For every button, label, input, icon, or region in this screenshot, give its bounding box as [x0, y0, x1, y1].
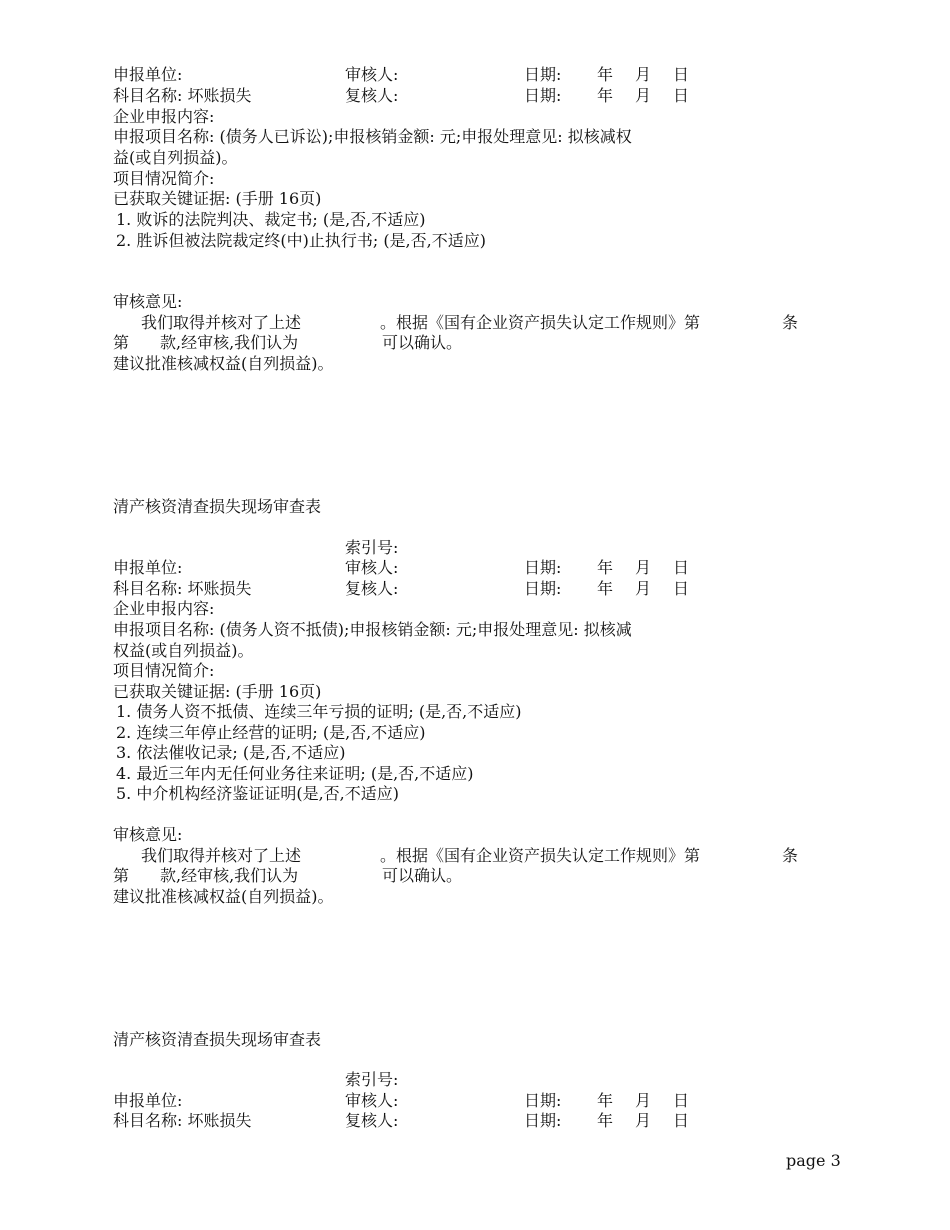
opinion-text: 条 [782, 846, 799, 865]
date-label: 日期: [524, 1091, 562, 1110]
rechecker-label: 复核人: [345, 579, 399, 598]
evidence-item: 2. 胜诉但被法院裁定终(中)止执行书; (是,否,不适应) [116, 231, 486, 250]
month-label: 月 [635, 86, 652, 105]
date-label: 日期: [524, 579, 562, 598]
evidence-label: 已获取关键证据: (手册 16页) [113, 189, 322, 208]
month-label: 月 [635, 558, 652, 577]
subject-name: 科目名称: 坏账损失 [113, 86, 252, 105]
opinion-text: 建议批准核减权益(自列损益)。 [113, 887, 334, 906]
enterprise-content-label: 企业申报内容: [113, 599, 215, 618]
index-label: 索引号: [345, 538, 399, 557]
opinion-text: 。根据《国有企业资产损失认定工作规则》第 [380, 846, 701, 865]
day-label: 日 [673, 1091, 690, 1110]
month-label: 月 [635, 1091, 652, 1110]
opinion-text: 建议批准核减权益(自列损益)。 [113, 354, 334, 373]
reviewer-label: 审核人: [345, 65, 399, 84]
year-label: 年 [597, 86, 614, 105]
opinion-text: 。根据《国有企业资产损失认定工作规则》第 [380, 313, 701, 332]
opinion-text: 条 [782, 313, 799, 332]
opinion-text: 可以确认。 [382, 866, 463, 885]
index-label: 索引号: [345, 1070, 399, 1089]
evidence-item: 1. 败诉的法院判决、裁定书; (是,否,不适应) [116, 210, 426, 229]
project-name-line: 申报项目名称: (债务人资不抵债);申报核销金额: 元;申报处理意见: 拟核减 [113, 620, 632, 639]
evidence-item: 1. 债务人资不抵债、连续三年亏损的证明; (是,否,不适应) [116, 702, 522, 721]
opinion-text: 款,经审核,我们认为 [160, 866, 299, 885]
month-label: 月 [635, 1111, 652, 1130]
month-label: 月 [635, 65, 652, 84]
year-label: 年 [597, 1111, 614, 1130]
day-label: 日 [673, 86, 690, 105]
opinion-text: 第 [113, 866, 130, 885]
year-label: 年 [597, 1091, 614, 1110]
rechecker-label: 复核人: [345, 86, 399, 105]
day-label: 日 [673, 558, 690, 577]
year-label: 年 [597, 558, 614, 577]
form-title: 清产核资清查损失现场审查表 [113, 1030, 322, 1049]
form-title: 清产核资清查损失现场审查表 [113, 497, 322, 516]
evidence-item: 2. 连续三年停止经营的证明; (是,否,不适应) [116, 723, 426, 742]
opinion-text: 我们取得并核对了上述 [141, 313, 302, 332]
date-label: 日期: [524, 1111, 562, 1130]
opinion-text: 我们取得并核对了上述 [141, 846, 302, 865]
reviewer-label: 审核人: [345, 558, 399, 577]
year-label: 年 [597, 579, 614, 598]
applicant-label: 申报单位: [113, 65, 183, 84]
rechecker-label: 复核人: [345, 1111, 399, 1130]
applicant-label: 申报单位: [113, 558, 183, 577]
project-name-line-cont: 权益(或自列损益)。 [113, 641, 254, 660]
page-number: page 3 [786, 1151, 841, 1170]
opinion-text: 款,经审核,我们认为 [160, 333, 299, 352]
project-name-line-cont: 益(或自列损益)。 [113, 148, 238, 167]
date-label: 日期: [524, 86, 562, 105]
month-label: 月 [635, 579, 652, 598]
day-label: 日 [673, 579, 690, 598]
evidence-item: 3. 依法催收记录; (是,否,不适应) [116, 743, 346, 762]
project-intro-label: 项目情况简介: [113, 169, 215, 188]
enterprise-content-label: 企业申报内容: [113, 107, 215, 126]
date-label: 日期: [524, 65, 562, 84]
evidence-label: 已获取关键证据: (手册 16页) [113, 682, 322, 701]
opinion-text: 可以确认。 [382, 333, 463, 352]
opinion-text: 第 [113, 333, 130, 352]
subject-name: 科目名称: 坏账损失 [113, 579, 252, 598]
project-name-line: 申报项目名称: (债务人已诉讼);申报核销金额: 元;申报处理意见: 拟核减权 [113, 127, 632, 146]
evidence-item: 4. 最近三年内无任何业务往来证明; (是,否,不适应) [116, 764, 474, 783]
day-label: 日 [673, 1111, 690, 1130]
evidence-item: 5. 中介机构经济鉴证证明(是,否,不适应) [116, 784, 400, 803]
day-label: 日 [673, 65, 690, 84]
year-label: 年 [597, 65, 614, 84]
audit-opinion-label: 审核意见: [113, 292, 183, 311]
date-label: 日期: [524, 558, 562, 577]
reviewer-label: 审核人: [345, 1091, 399, 1110]
project-intro-label: 项目情况简介: [113, 661, 215, 680]
subject-name: 科目名称: 坏账损失 [113, 1111, 252, 1130]
audit-opinion-label: 审核意见: [113, 825, 183, 844]
applicant-label: 申报单位: [113, 1091, 183, 1110]
